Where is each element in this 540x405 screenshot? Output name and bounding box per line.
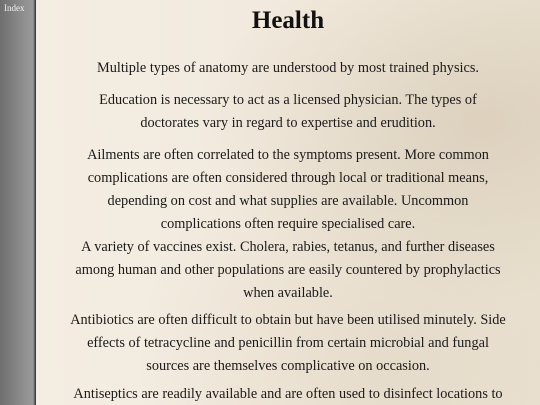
sidebar — [0, 0, 36, 405]
index-link[interactable]: Index — [4, 3, 25, 13]
paragraph-antibiotics: Antibiotics are often difficult to obtain but have been utilised minutely. Side effects of tetracycline and penicillin from certain microbial and fungal sources are themselves complicative on occasion. — [70, 312, 506, 374]
paragraph-antiseptics: Antiseptics are readily available and are often used to disinfect locations to — [73, 386, 503, 402]
main-content — [36, 0, 540, 405]
paragraph-ailments: Ailments are often correlated to the symptoms present. More common complications are often considered through local or traditional means, depending on cost and what supplies are available. Uncommon complications often require specialised care. — [87, 147, 489, 232]
paragraph-vaccines: A variety of vaccines exist. Cholera, rabies, tetanus, and further diseases among human and other populations are easily countered by prophylactics when available. — [75, 239, 501, 301]
paragraph-education: Education is necessary to act as a licensed physician. The types of doctorates vary in regard to expertise and erudition. — [99, 92, 477, 131]
paragraph-anatomy: Multiple types of anatomy are understood by most trained physics. — [97, 60, 479, 76]
page-title: Health — [251, 7, 325, 34]
